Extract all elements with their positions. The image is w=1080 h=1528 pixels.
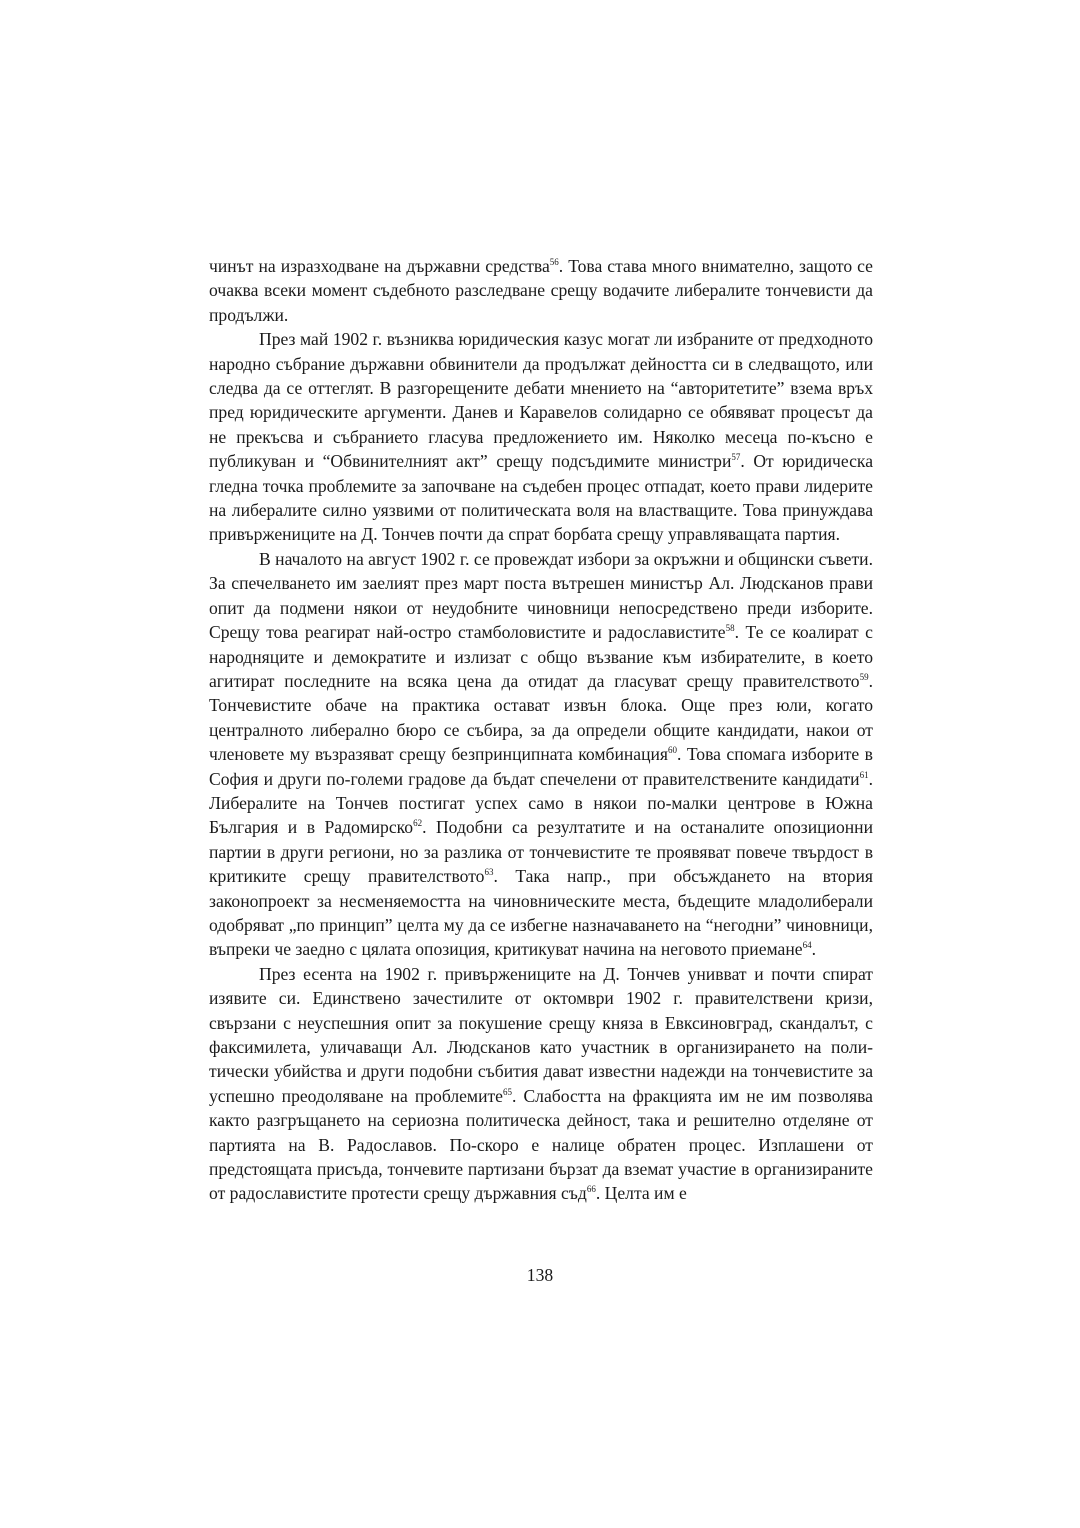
- text-run: чинът на изразходване на държавни средства: [209, 256, 550, 276]
- footnote-ref: 58: [725, 623, 735, 634]
- document-body: [209, 254, 873, 1206]
- text-run: В началото на август 1902 г. се провеждат избори за окръжни и общински съвети. За спечелването им заелият през март поста вътрешен министър Ал. Людсканов прави опит да подмени някои от неудобните чиновници непосредствено преди изборите. Срещу това реагират най-остро стамболовистите и радославистите: [209, 548, 873, 643]
- text-run: През есента на 1902 г. привържениците на Д. Тончев унивват и почти спират изявите си. Единствено зачестилите от октомври 1902 г. правителствени кризи, свързани с неуспешния опит за покушение срещу княза в Евксиновград, скандалът, с факсимилета, уличаващи Ал. Людсканов като участник в организирането на политически убийства и други подобни събития дават известни надежди на тончевистите за успешно преодоляване на проблемите: [209, 963, 873, 1106]
- footnote-ref: 66: [586, 1184, 596, 1195]
- page-number: 138: [526, 1265, 554, 1285]
- footnote-ref: 65: [502, 1086, 512, 1097]
- paragraph-1: [209, 254, 873, 327]
- footnote-ref: 60: [668, 745, 678, 756]
- text-run: . Целта им е: [595, 1183, 687, 1204]
- text-run: През май 1902 г. възниква юридическия казус могат ли избраните от предходното народно събрание държавни обвинители да продължат дейността си в следващото, или следва да се оттеглят. В разгорещените дебати мнението на “авторитетите” взема връх пред юридическите аргументи. Данев и Каравелов солидарно се обявяват процесът да не прекъсва и събранието гласува предложението им. Няколко месеца по-късно е публикуван и “Обвинителният акт” срещу подсъдимите министри: [209, 329, 873, 472]
- paragraph-3: [209, 547, 873, 962]
- text-run: . Те се коалират с народняците и демократите и излизат с общо възвание към избирателите, в което агитират последните на всяка цена да отидат да гласуват срещу правителството: [209, 622, 873, 691]
- text-run: .: [811, 939, 816, 960]
- text-run: . От юридическа гледна точка проблемите за започване на съдебен процес отпадат, което прави лидерите на либералите силно уязвими от политическата воля на властващите. Това принуждава привържениците на Д. Тончев почти да спрат борбата срещу управляващата партия.: [209, 451, 874, 545]
- text-run: . Тончевистите обаче на практика остават извън блока. Още през юли, когато централното либерално бюро се събира, за да определи общите кандидати, накои от членовете му възразяват срещу безпринципната комбинация: [209, 670, 873, 765]
- paragraph-4: [209, 962, 873, 1206]
- footnote-ref: 61: [859, 769, 869, 780]
- footnote-ref: 64: [802, 940, 812, 951]
- text-run: . Подобни са резултатите и на останалите опозиционни партии в други региони, но за разлика от тончевистите те проявяват повече твърдост в критиките срещу правителството: [209, 817, 873, 887]
- footnote-ref: 57: [731, 452, 741, 463]
- footnote-ref: 62: [413, 818, 423, 829]
- text-run: . Либералите на Тончев постигат успех само в някои по-малки центрове в Южна България и в Радомирско: [209, 768, 873, 838]
- text-run: . Така напр., при обсъждането на втория законопроект за несменяемостта на чиновническите места, бъдещите младолиберали одобряват „по принцип” целта му да се избегне назначаването на “негодни” чиновници, въпреки че заедно с цялата опозиция, критикуват начина на неговото приемане: [209, 866, 874, 960]
- paragraph-2: [209, 327, 873, 547]
- footnote-ref: 63: [484, 867, 494, 878]
- text-run: . Слабостта на фракцията им не им позволява както разгръщането на сериозна политическа дейност, така и решително отделяне от партията на В. Радославов. По-скоро е налице обратен процес. Изплашени от предстоящата присъда, тончевите партизани бързат да вземат участие в организираните от радославистите протести срещу държавния съд: [209, 1085, 873, 1204]
- text-run: . Това става много внимателно, защото се очаква всеки момент съдебното разследване срещу водачите либералите тончевисти да продължи.: [209, 256, 873, 325]
- text-run: . Това спомага изборите в София и други по-големи градове да бъдат спечелени от правителствените кандидати: [209, 744, 873, 789]
- footnote-ref: 59: [859, 671, 869, 682]
- footnote-ref: 56: [549, 257, 559, 267]
